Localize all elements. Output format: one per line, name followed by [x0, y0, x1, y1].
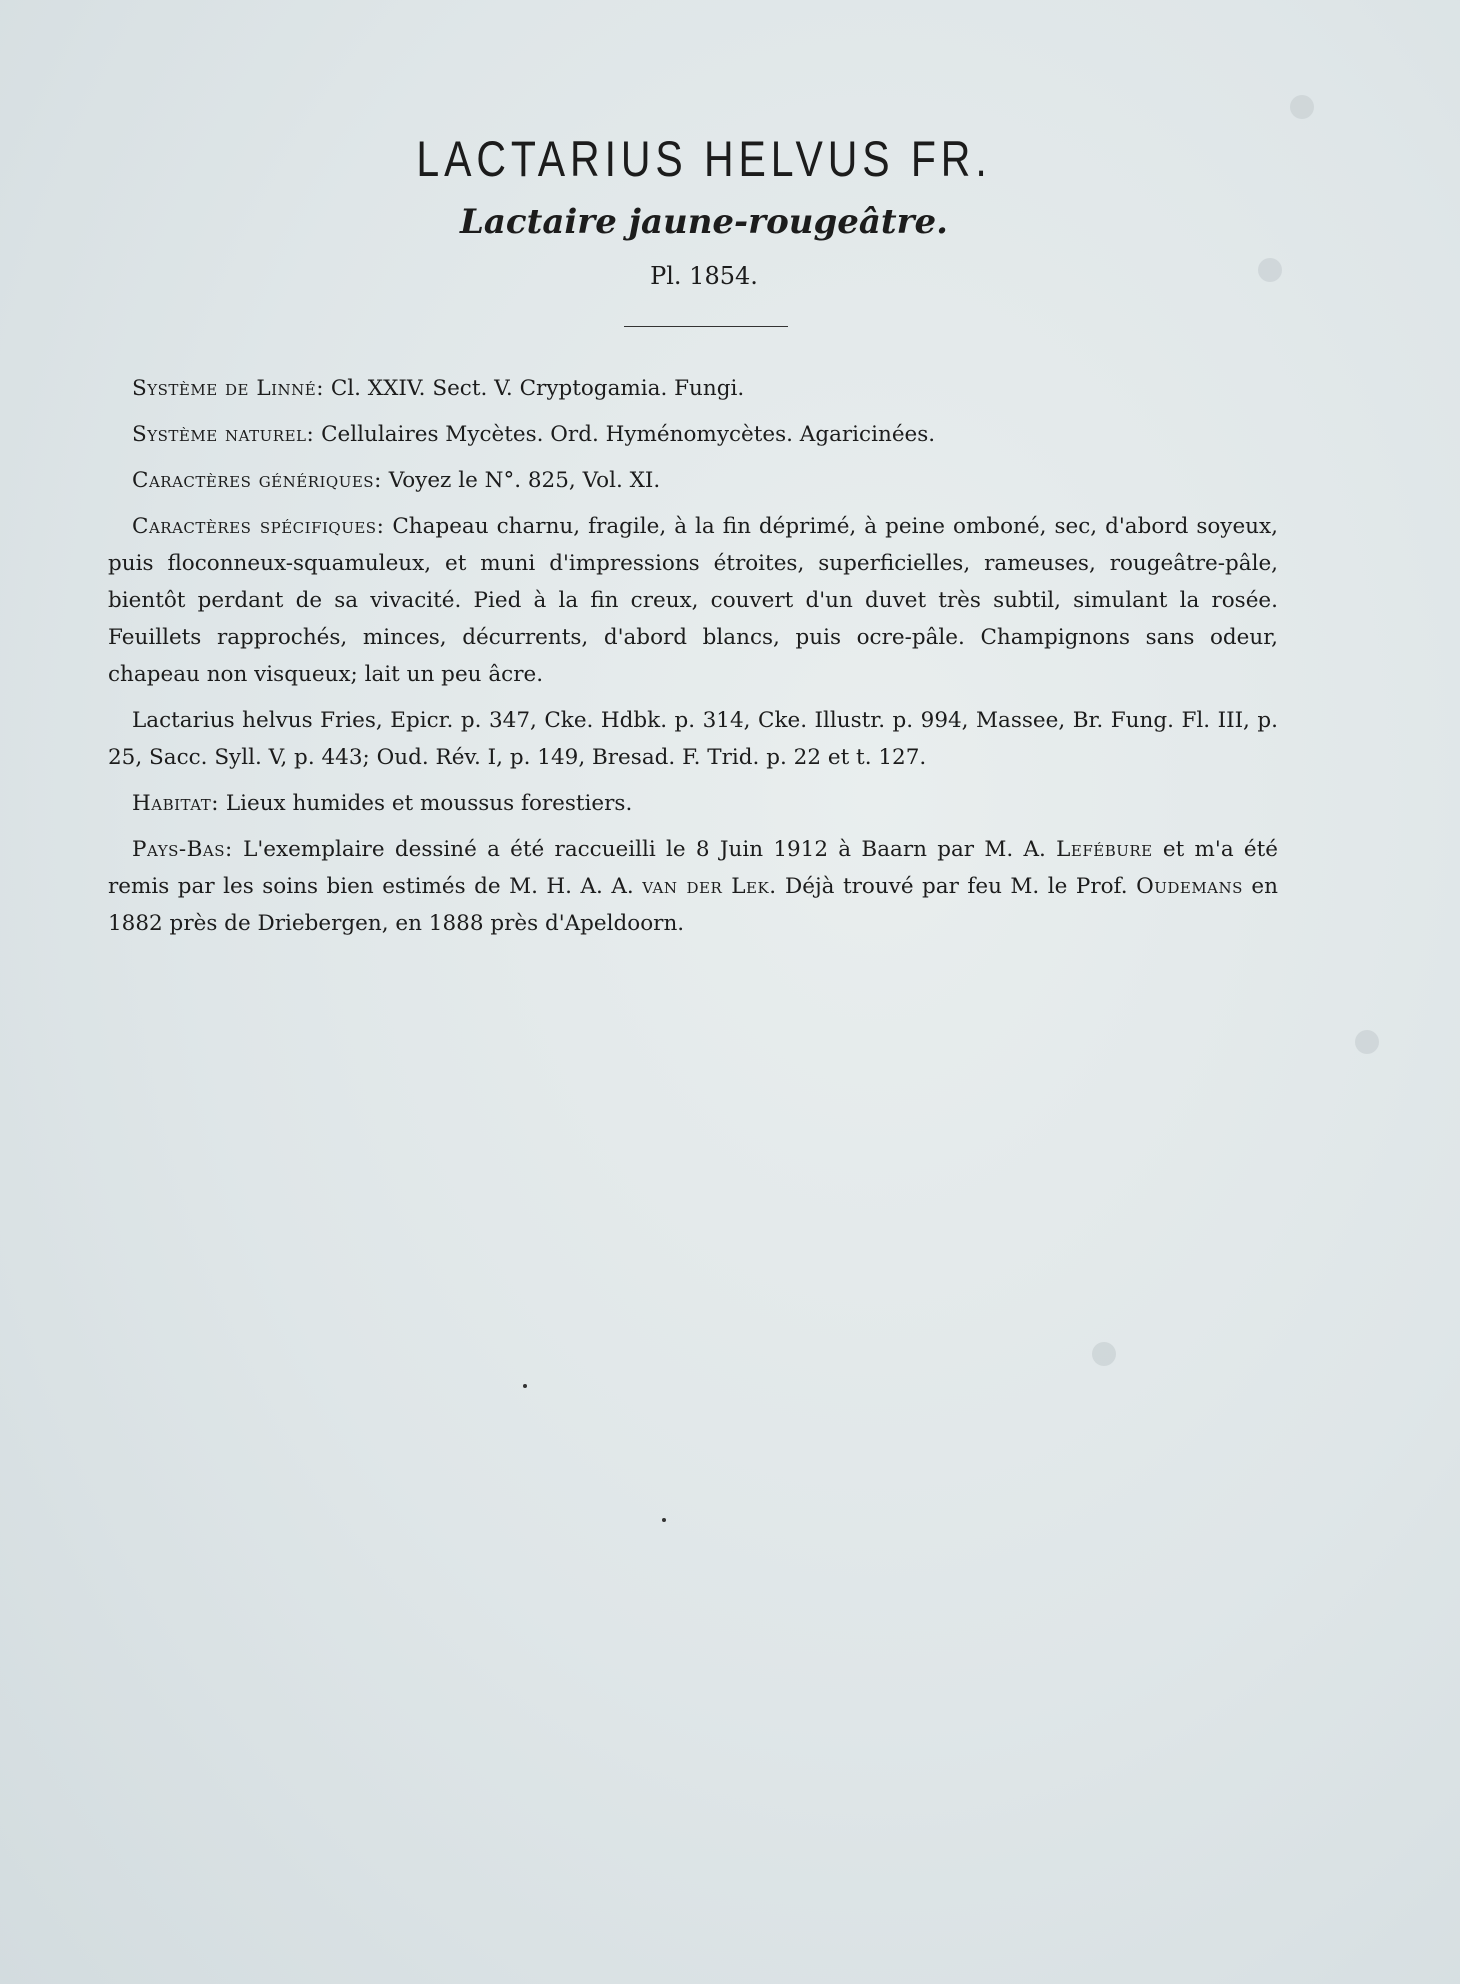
- section-text: Chapeau charnu, fragile, à la fin déprimé, à peine omboné, sec, d'abord soyeux, puis floconneux-squamuleux, et muni d'impressions étroites, superficielles, rameuses, rougeâtre-pâle, bientôt perdant de sa vivacité. Pied à la fin creux, couvert d'un duvet très subtil, simulant la rosée. Feuillets rapprochés, minces, décurrents, d'abord blancs, puis ocre-pâle. Champignons sans odeur, chapeau non visqueux; lait un peu âcre.: [108, 514, 1278, 687]
- systeme-linne-paragraph: [108, 370, 1278, 407]
- section-label: Habitat:: [132, 791, 219, 816]
- section-text: Déjà trouvé par feu M. le Prof.: [785, 874, 1128, 899]
- section-label: Pays-Bas:: [132, 837, 233, 862]
- pays-bas-paragraph: [108, 831, 1278, 942]
- references-paragraph: [108, 702, 1278, 776]
- habitat-paragraph: [108, 785, 1278, 822]
- caracteres-specifiques-paragraph: [108, 508, 1278, 693]
- person-name: van der Lek.: [642, 874, 777, 899]
- section-label: Système naturel:: [132, 422, 315, 447]
- section-label: Caractères spécifiques:: [132, 514, 385, 539]
- description-body: [108, 370, 1278, 951]
- section-text: Lactarius helvus Fries, Epicr. p. 347, Cke. Hdbk. p. 314, Cke. Illustr. p. 994, Massee, Br. Fung. Fl. III, p. 25, Sacc. Syll. V, p. 443; Oud. Rév. I, p. 149, Bresad. F. Trid. p. 22 et t. 127.: [108, 708, 1278, 770]
- person-name: Lefébure: [1056, 837, 1153, 862]
- section-text: Voyez le N°. 825, Vol. XI.: [388, 468, 661, 493]
- section-text: L'exemplaire dessiné a été raccueilli le 8 Juin 1912 à Baarn par M. A.: [243, 837, 1046, 862]
- background-spot: [1290, 95, 1314, 119]
- background-spot: [1092, 1342, 1116, 1366]
- section-label: Système de Linné:: [132, 376, 324, 401]
- caracteres-generiques-paragraph: [108, 462, 1278, 499]
- systeme-naturel-paragraph: [108, 416, 1278, 453]
- section-text: en 1882 près de Driebergen, en 1888 près d'Apeldoorn.: [108, 874, 1278, 936]
- plate-number: Pl. 1854.: [650, 262, 758, 290]
- section-label: Caractères génériques:: [132, 468, 382, 493]
- section-text: Cellulaires Mycètes. Ord. Hyménomycètes. Agaricinées.: [321, 422, 936, 447]
- speck: [662, 1518, 666, 1522]
- person-name: Oudemans: [1136, 874, 1243, 899]
- title-divider: [624, 326, 788, 327]
- section-text: et m'a été remis par les soins bien estimés de M. H. A. A.: [108, 837, 1278, 899]
- page-title: LACTARIUS HELVUS FR.: [416, 131, 992, 187]
- speck: [523, 1384, 527, 1388]
- page-subtitle: Lactaire jaune-rougeâtre.: [459, 202, 949, 242]
- section-text: Cl. XXIV. Sect. V. Cryptogamia. Fungi.: [330, 376, 745, 401]
- background-spot: [1355, 1030, 1379, 1054]
- section-text: Lieux humides et moussus forestiers.: [225, 791, 633, 816]
